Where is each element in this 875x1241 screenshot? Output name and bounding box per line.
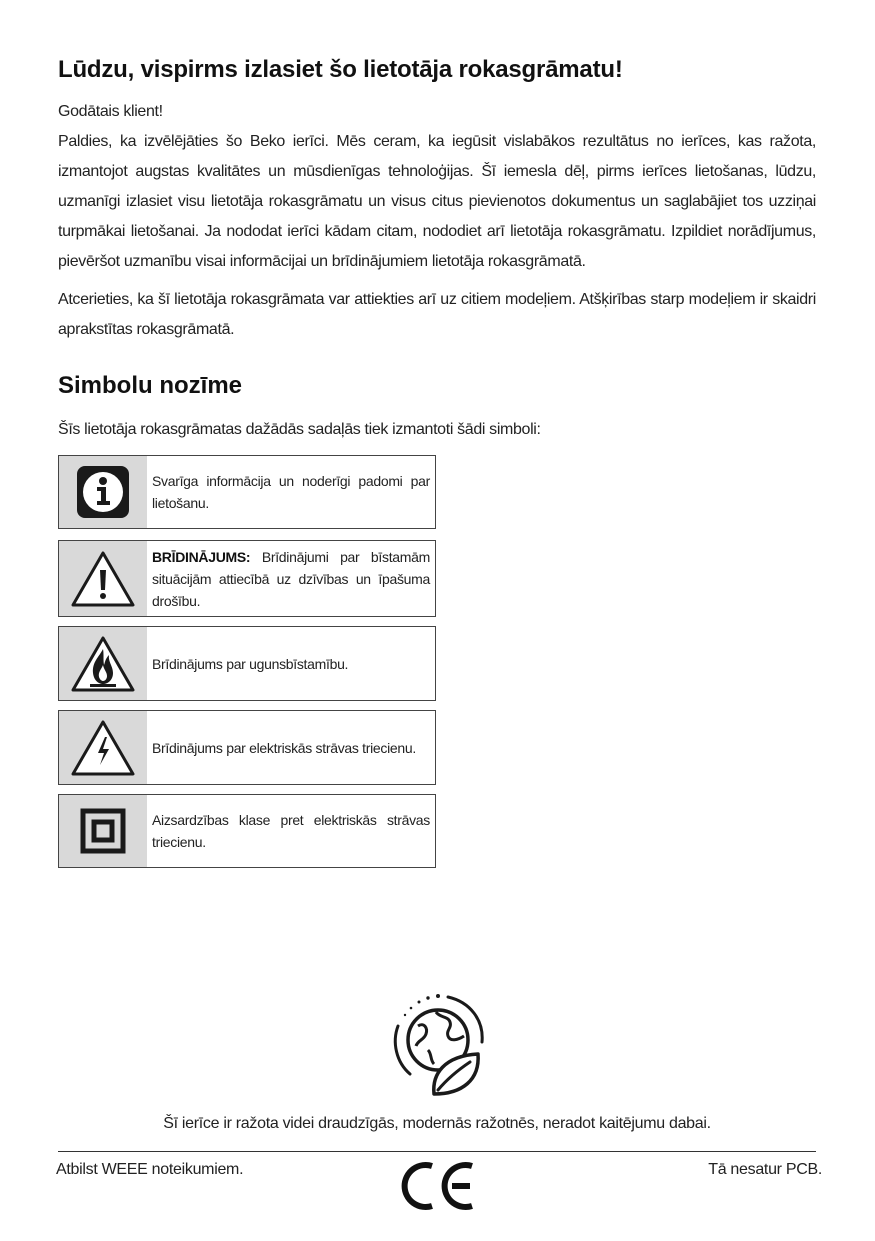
symbols-heading: Simbolu nozīme [58, 372, 243, 399]
fire-warning-icon [59, 627, 147, 700]
symbol-row-warning [58, 540, 436, 617]
symbol-bold-warning: BRĪDINĀJUMS: [152, 548, 251, 565]
pcb-statement: Tā nesatur PCB. [708, 1161, 822, 1178]
symbol-text-fire: Brīdinājums par ugunsbīstamību. [152, 655, 349, 672]
weee-statement: Atbilst WEEE noteikumiem. [56, 1161, 244, 1178]
symbol-text-warning: Brīdinājumi par bīstamām situācijām attiecībā uz dzīvības un īpašuma drošību. [152, 548, 430, 609]
symbols-intro: Šīs lietotāja rokasgrāmatas dažādās sadaļās tiek izmantoti šādi simboli: [58, 421, 541, 438]
symbol-text-electric: Brīdinājums par elektriskās strāvas triecienu. [152, 739, 416, 756]
symbol-row-electric [58, 710, 436, 785]
info-icon [59, 456, 147, 528]
protection-class-icon [59, 795, 147, 867]
symbol-text-info: Svarīga informācija un noderīgi padomi par lietošanu. [152, 473, 430, 511]
intro-paragraph: Paldies, ka izvēlējāties šo Beko ierīci. Mēs ceram, ka iegūsit vislabākos rezultātus no ierīces, kas ražota, izmantojot augstas kvalitātes un mūsdienīgas tehnoloģijas. Šī iemesla dēļ, pirms ierīces lietošanas, lūdzu, uzmanīgi izlasiet visu lietotāja rokasgrāmatu un visus citus pievienotos dokumentus un saglabājiet tos uzziņai turpmākai lietošanai. Ja nododat ierīci kādam citam, nododiet arī lietotāja rokasgrāmatu. Izpildiet norādījumus, pievēršot uzmanību visai informācijai un brīdinājumiem lietotāja rokasgrāmatā. [58, 133, 816, 270]
eco-statement: Šī ierīce ir ražota videi draudzīgās, modernās ražotnēs, neradot kaitējumu dabai. [163, 1115, 711, 1132]
electric-shock-warning-icon [59, 711, 147, 784]
symbol-row-fire [58, 626, 436, 701]
page-title: Lūdzu, vispirms izlasiet šo lietotāja rokasgrāmatu! [58, 56, 623, 83]
symbol-row-protection [58, 794, 436, 868]
greeting: Godātais klient! [58, 103, 163, 120]
ce-mark-icon [398, 1160, 478, 1217]
warning-icon [59, 541, 147, 616]
symbol-text-protection: Aizsardzības klase pret elektriskās strāvas triecienu. [152, 812, 430, 850]
symbol-row-info [58, 455, 436, 529]
eco-globe-leaf-icon [388, 990, 488, 1103]
footer-divider [58, 1151, 816, 1152]
note-paragraph: Atcerieties, ka šī lietotāja rokasgrāmata var attiekties arī uz citiem modeļiem. Atšķirības starp modeļiem ir skaidri aprakstītas rokasgrāmatā. [58, 291, 816, 338]
